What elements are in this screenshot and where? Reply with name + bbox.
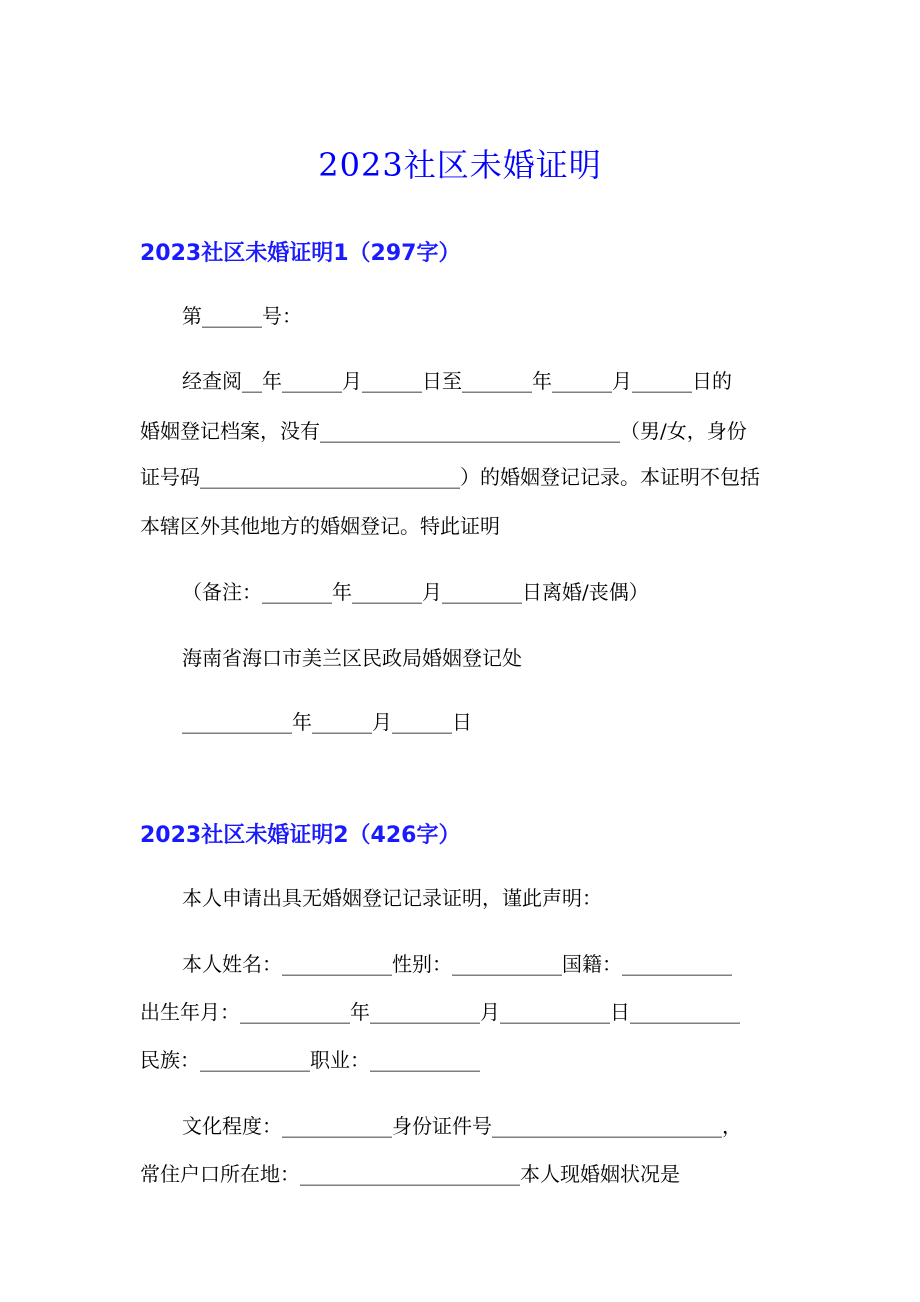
paragraph-line: 经查阅__年______月______日至_______年______月______日的 [182,369,732,393]
certificate-number-line: 第______号： [182,304,302,328]
declaration-line: 本人申请出具无婚姻登记记录证明，谨此声明： [182,886,602,910]
paragraph-line: 证号码__________________________）的婚姻登记记录。本证明不包括 [140,465,760,489]
info-line: 常住户口所在地：______________________本人现婚姻状况是 [140,1162,680,1186]
paragraph-line: 本辖区外其他地方的婚姻登记。特此证明 [140,514,500,538]
document-title: 2023社区未婚证明 [318,146,602,184]
info-line: 民族：___________职业：___________ [140,1048,480,1072]
section1-heading: 2023社区未婚证明1（297字） [140,241,461,266]
info-line: 文化程度：___________身份证件号_______________________， [182,1114,742,1138]
issuing-office: 海南省海口市美兰区民政局婚姻登记处 [182,646,522,670]
section2-heading: 2023社区未婚证明2（426字） [140,823,461,848]
info-line: 出生年月：___________年___________月___________日___________ [140,1000,740,1024]
paragraph-line: 婚姻登记档案，没有______________________________（男/女，身份 [140,419,747,443]
date-line: ___________年______月______日 [182,710,472,734]
remark-line: （备注：_______年_______月________日离婚/丧偶） [182,580,649,604]
info-line: 本人姓名：___________性别：___________国籍：___________ [182,952,732,976]
